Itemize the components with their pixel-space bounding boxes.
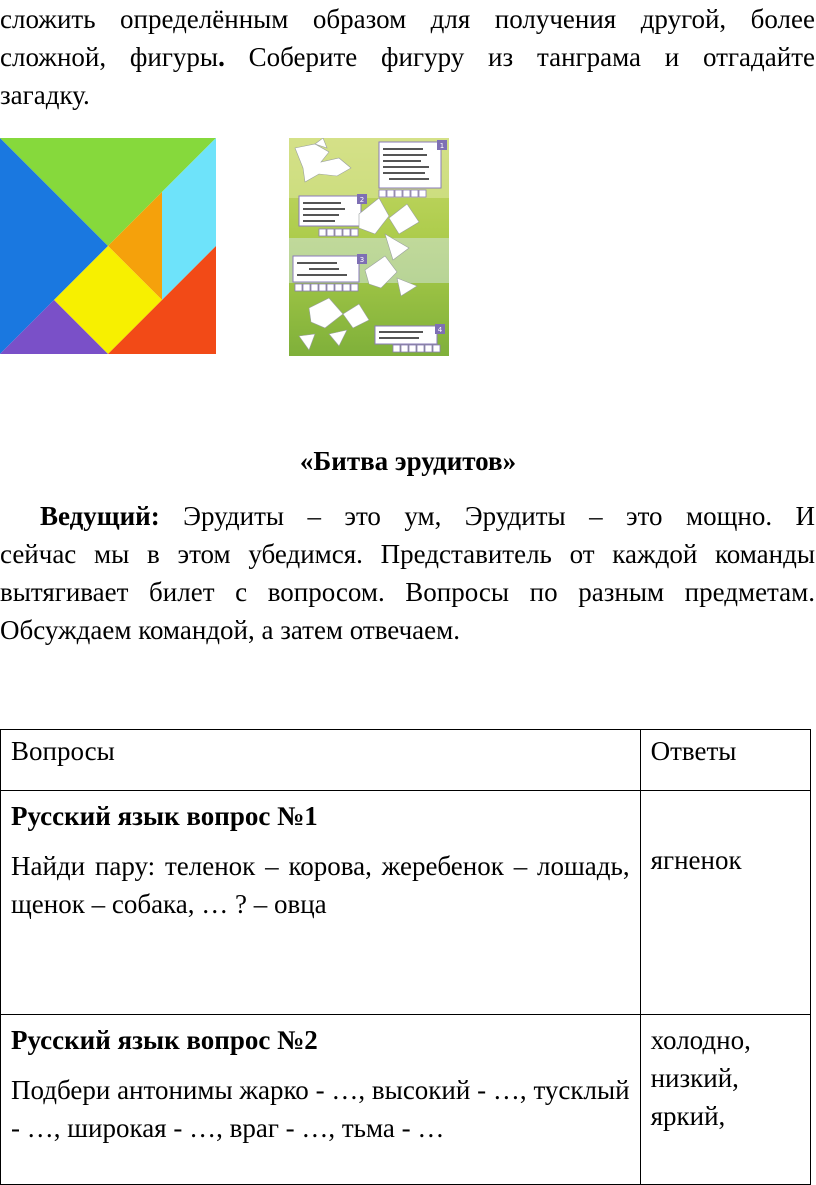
host-line-4: Обсуждаем командой, а затем отвечаем. xyxy=(0,615,460,645)
table-row xyxy=(1,791,811,1015)
host-label: Ведущий: xyxy=(40,501,160,531)
intro-line-2 xyxy=(0,38,815,76)
question-cell xyxy=(1,1015,641,1185)
intro-line-3: загадку. xyxy=(0,80,90,110)
intro-line-2-part2: Соберите фигуру из танграма и отгадайте xyxy=(224,42,815,72)
riddle-number-2: 2 xyxy=(359,196,365,204)
host-line-3: вытягивает билет с вопросом. Вопросы по разным предметам. xyxy=(0,577,815,607)
answer-line: холодно, xyxy=(650,1025,751,1055)
question-cell xyxy=(1,791,641,1015)
question-title: Русский язык вопрос №1 xyxy=(11,801,318,831)
question-title: Русский язык вопрос №2 xyxy=(11,1025,318,1055)
answer-text: ягненок xyxy=(650,845,742,875)
figures-svg xyxy=(0,138,460,356)
host-paragraph xyxy=(0,497,815,649)
table-header-row xyxy=(1,730,811,791)
riddle-number-4: 4 xyxy=(437,326,443,334)
answer-cell xyxy=(640,1015,810,1185)
host-line-1-text: Эрудиты – это ум, Эрудиты – это мощно. И xyxy=(159,501,815,531)
figures-row xyxy=(0,138,460,356)
intro-line-2-dot: . xyxy=(218,42,225,72)
riddle-number-3: 3 xyxy=(359,256,365,264)
host-line-1 xyxy=(0,497,815,535)
question-text: Найди пару: теленок – корова, жеребенок – лошадь, щенок – собака, … ? – овца xyxy=(11,851,630,919)
answer-line: яркий, xyxy=(650,1101,726,1131)
riddle-number-1: 1 xyxy=(439,142,445,150)
answer-line: низкий, xyxy=(650,1063,739,1093)
section-title: «Битва эрудитов» xyxy=(299,446,517,476)
answer-cell xyxy=(640,791,810,1015)
table-row xyxy=(1,1015,811,1185)
header-questions: Вопросы xyxy=(1,730,641,791)
intro-line-2-part1: сложной, фигуры xyxy=(0,42,219,72)
intro-line-1: сложить определённым образом для получения другой, более xyxy=(0,4,815,34)
intro-paragraph xyxy=(0,0,815,114)
tangram-square-icon xyxy=(0,138,216,354)
question-text: Подбери антонимы жарко - …, высокий - …, тусклый - …, широкая - …, враг - …, тьма - … xyxy=(11,1075,630,1143)
header-answers: Ответы xyxy=(640,730,810,791)
host-line-2: сейчас мы в этом убедимся. Представитель от каждой команды xyxy=(0,539,815,569)
questions-table xyxy=(0,729,811,1185)
tangram-riddles-illustration-icon xyxy=(289,138,449,356)
